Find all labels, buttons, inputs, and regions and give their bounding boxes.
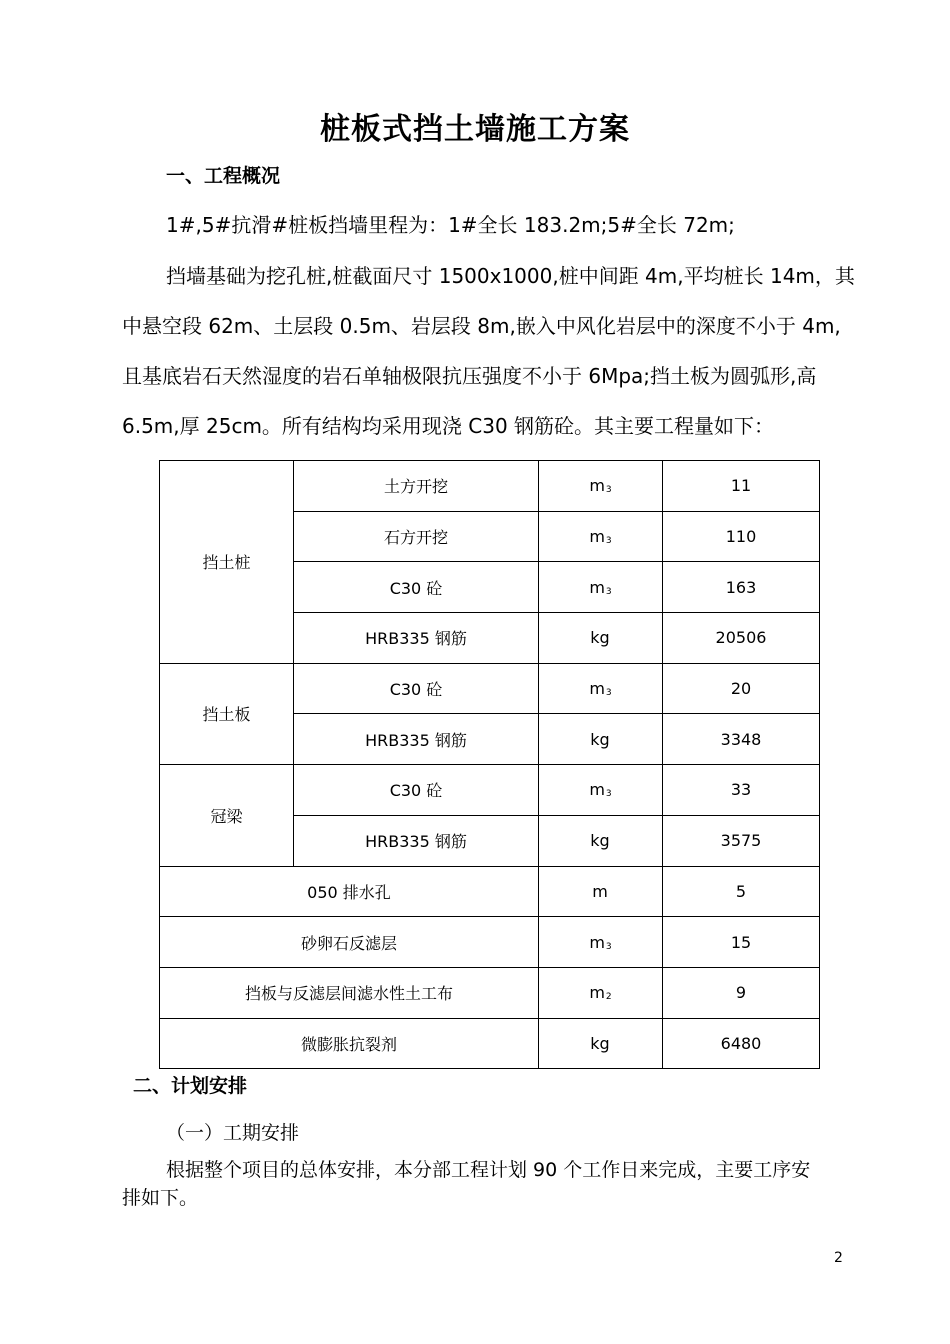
unit-text: kg	[590, 628, 610, 648]
unit-text: m	[592, 881, 608, 901]
page-number: 2	[834, 1250, 843, 1266]
unit-exponent: 3	[605, 789, 612, 800]
group-name-cell: 挡土板	[160, 663, 294, 764]
table-row	[160, 866, 820, 917]
unit-cell	[539, 461, 663, 512]
unit-cell	[539, 714, 663, 765]
item-cell: 土方开挖	[294, 461, 539, 512]
section1-para1: 1#,5#抗滑#桩板挡墙里程为：1#全长 183.2m;5#全长 72m;	[166, 213, 735, 237]
unit-text: m	[589, 679, 605, 699]
quantity-cell: 11	[663, 461, 820, 512]
item-cell: C30 砼	[294, 562, 539, 613]
item-cell: C30 砼	[294, 663, 539, 714]
quantity-cell: 9	[663, 967, 820, 1018]
quantity-cell: 3575	[663, 815, 820, 866]
document-title: 桩板式挡土墙施工方案	[320, 112, 630, 147]
quantity-cell: 5	[663, 866, 820, 917]
section1-para2-line1: 挡墙基础为挖孔桩,桩截面尺寸 1500x1000,桩中间距 4m,平均桩长 14m，其	[166, 264, 855, 288]
unit-cell	[539, 562, 663, 613]
table-row	[160, 461, 820, 512]
unit-exponent: 3	[605, 941, 612, 952]
table-row	[160, 967, 820, 1018]
quantity-cell: 3348	[663, 714, 820, 765]
section2-para-line1: 根据整个项目的总体安排，本分部工程计划 90 个工作日来完成，主要工序安	[166, 1159, 811, 1181]
quantity-cell: 6480	[663, 1018, 820, 1069]
group-name-cell: 冠梁	[160, 765, 294, 866]
table-row	[160, 917, 820, 968]
item-cell: 微膨胀抗裂剂	[160, 1018, 539, 1069]
item-cell: 050 排水孔	[160, 866, 539, 917]
section1-para2-line4: 6.5m,厚 25cm。所有结构均采用现浇 C30 钢筋砼。其主要工程量如下：	[122, 414, 775, 438]
unit-exponent: 3	[605, 485, 612, 496]
section2-heading: 二、计划安排	[133, 1075, 248, 1097]
quantity-cell: 15	[663, 917, 820, 968]
unit-cell	[539, 511, 663, 562]
unit-text: kg	[590, 1033, 610, 1053]
section1-para2-line2: 中悬空段 62m、土层段 0.5m、岩层段 8m,嵌入中风化岩层中的深度不小于 4m,	[122, 314, 841, 338]
item-cell: HRB335 钢筋	[294, 815, 539, 866]
unit-text: m	[589, 932, 605, 952]
quantity-cell: 33	[663, 765, 820, 816]
unit-cell	[539, 613, 663, 664]
unit-text: m	[589, 780, 605, 800]
unit-exponent: 2	[605, 992, 612, 1003]
section1-para2-line3: 且基底岩石天然湿度的岩石单轴极限抗压强度不小于 6Mpa;挡土板为圆弧形,高	[122, 364, 817, 388]
unit-cell	[539, 663, 663, 714]
table-row	[160, 765, 820, 816]
unit-exponent: 3	[605, 536, 612, 547]
item-cell: 挡板与反滤层间滤水性土工布	[160, 967, 539, 1018]
item-cell: C30 砼	[294, 765, 539, 816]
quantity-cell: 20	[663, 663, 820, 714]
unit-cell	[539, 765, 663, 816]
table-row	[160, 1018, 820, 1069]
group-name-cell: 挡土桩	[160, 461, 294, 664]
table-row	[160, 663, 820, 714]
quantity-cell: 163	[663, 562, 820, 613]
unit-cell	[539, 917, 663, 968]
unit-cell	[539, 1018, 663, 1069]
item-cell: 石方开挖	[294, 511, 539, 562]
quantity-table	[159, 460, 820, 1069]
item-cell: HRB335 钢筋	[294, 714, 539, 765]
unit-text: m	[589, 527, 605, 547]
unit-exponent: 3	[605, 688, 612, 699]
section1-heading: 一、工程概况	[166, 165, 281, 187]
section2-subheading: （一）工期安排	[166, 1122, 300, 1144]
quantity-cell: 20506	[663, 613, 820, 664]
unit-text: m	[589, 983, 605, 1003]
unit-cell	[539, 815, 663, 866]
item-cell: 砂卵石反滤层	[160, 917, 539, 968]
unit-text: kg	[590, 831, 610, 851]
unit-text: m	[589, 577, 605, 597]
quantity-cell: 110	[663, 511, 820, 562]
unit-cell	[539, 967, 663, 1018]
unit-exponent: 3	[605, 586, 612, 597]
unit-text: kg	[590, 729, 610, 749]
item-cell: HRB335 钢筋	[294, 613, 539, 664]
unit-cell	[539, 866, 663, 917]
unit-text: m	[589, 476, 605, 496]
section2-para-line2: 排如下。	[122, 1187, 199, 1209]
